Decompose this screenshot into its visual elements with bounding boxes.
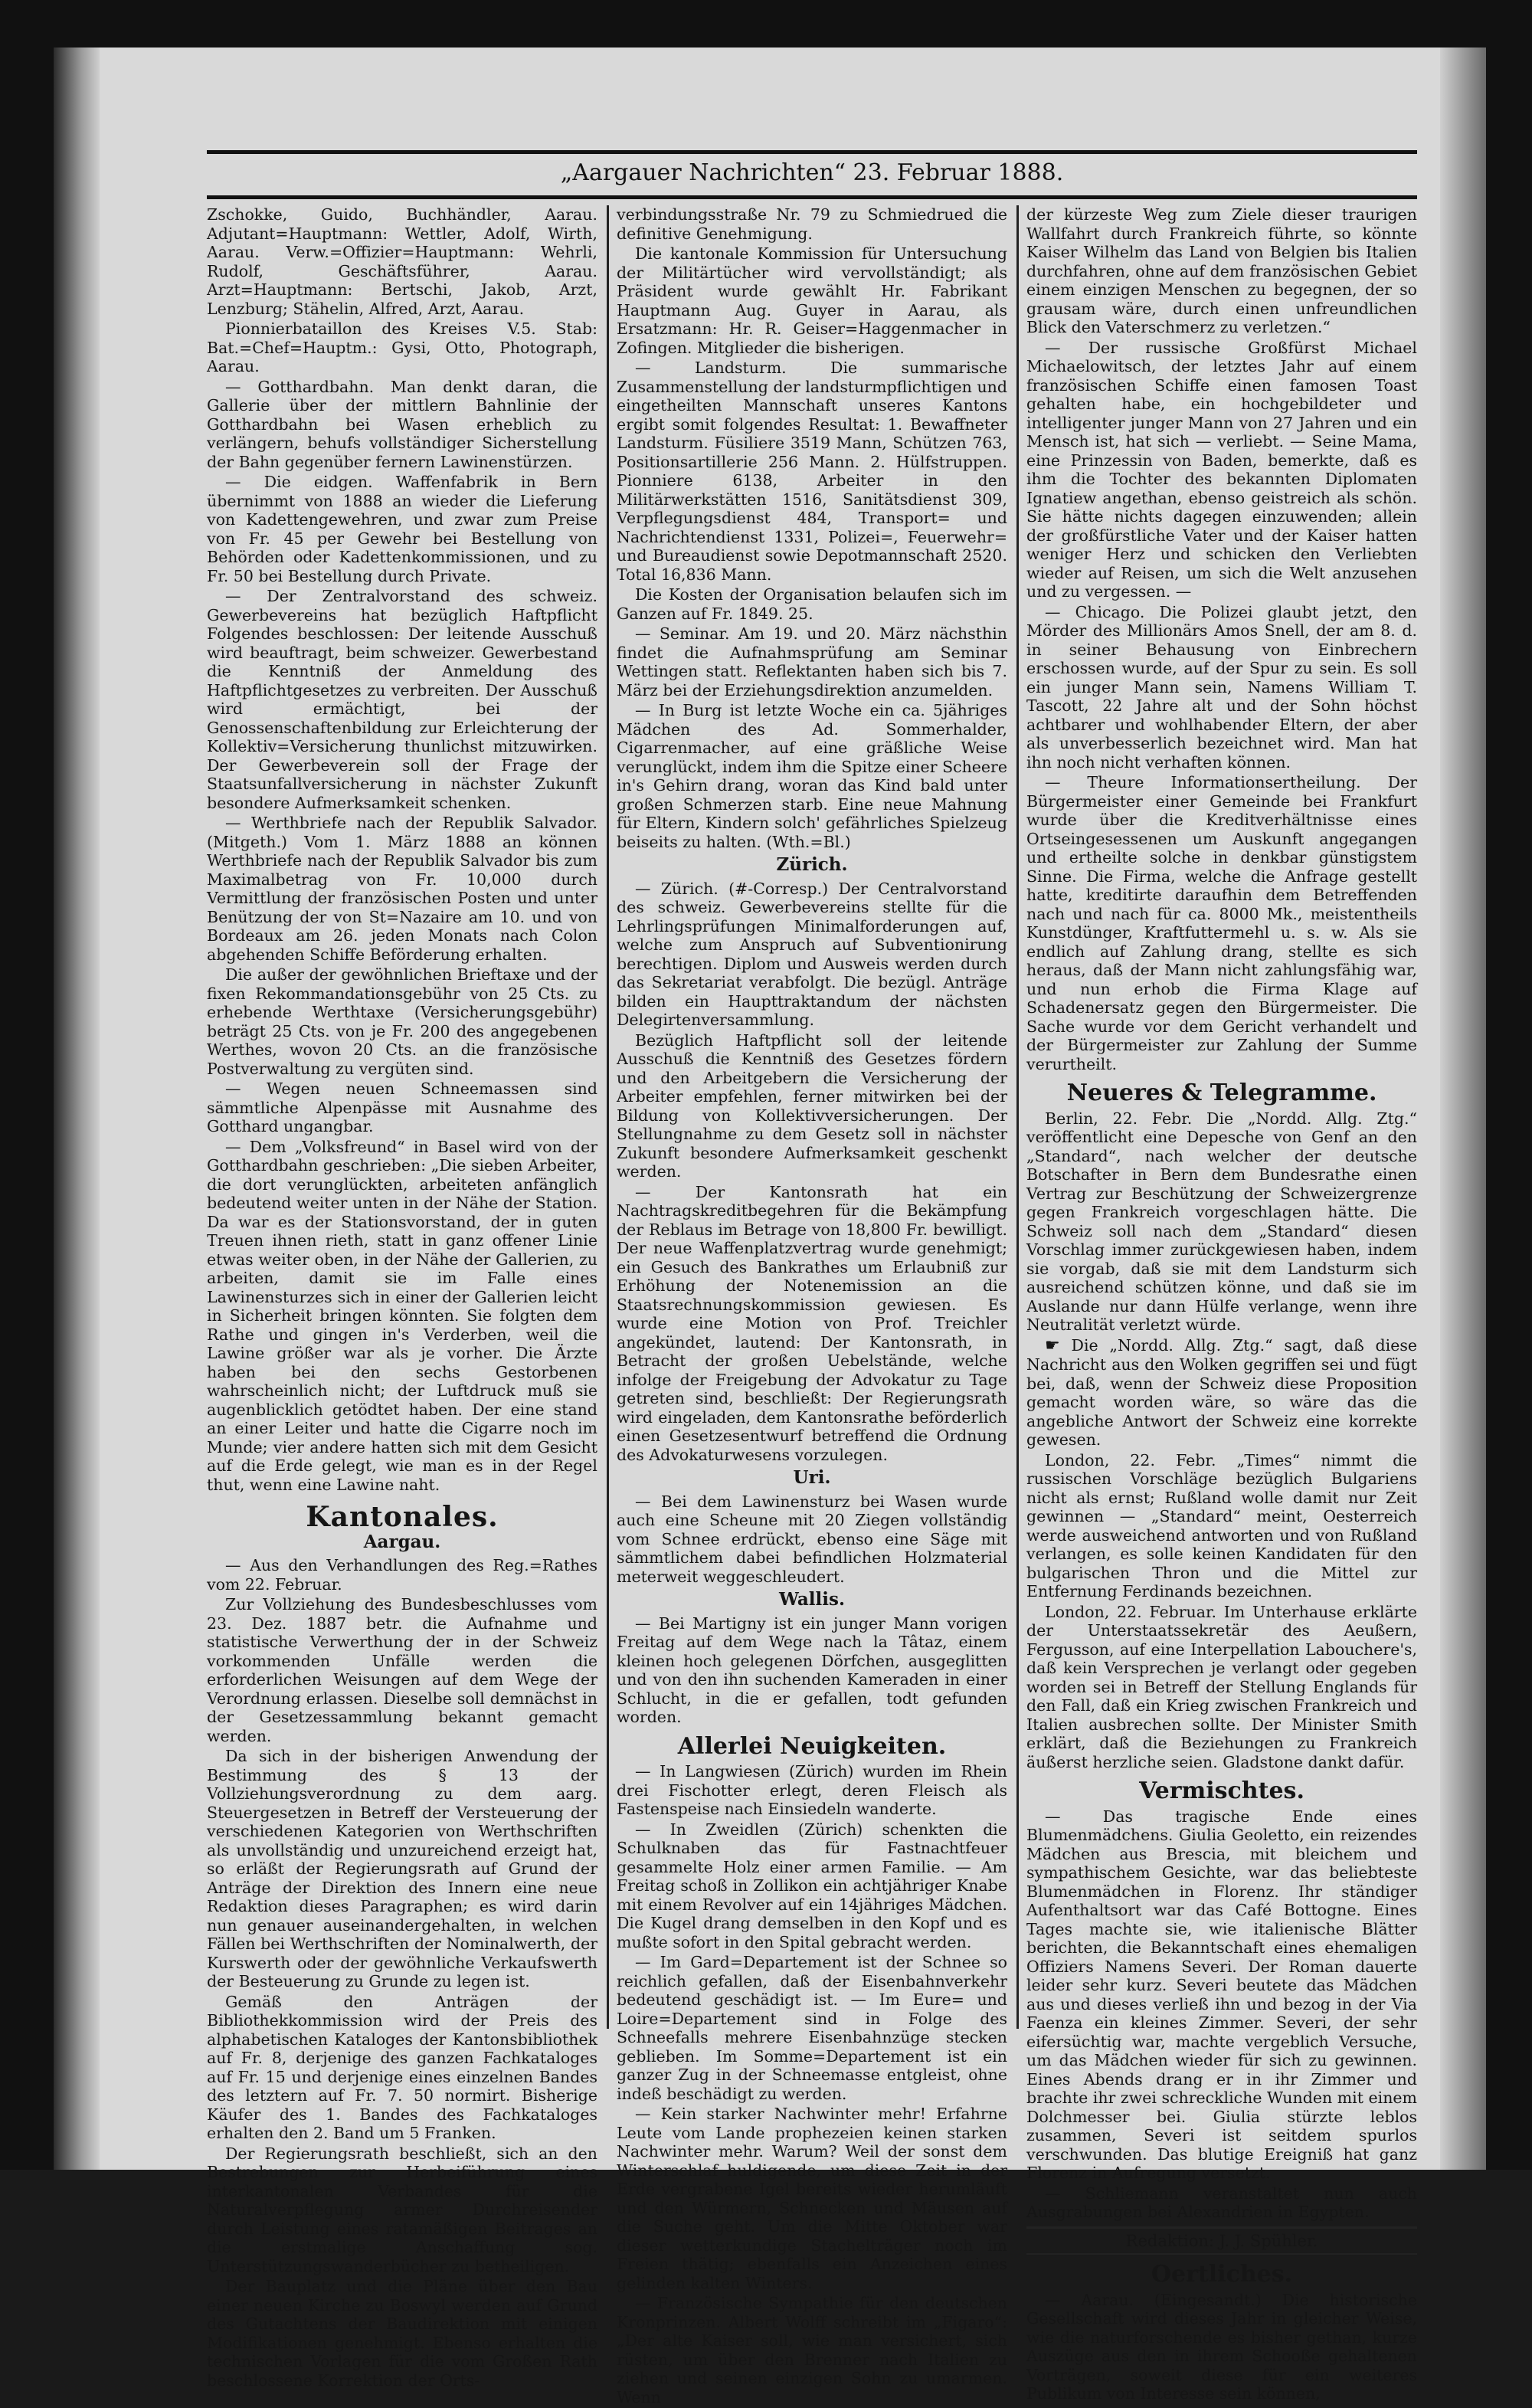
article-paragraph: — Im Gard=Departement ist der Schnee so reichlich gefallen, daß der Eisenbahnverkehr bedeutend geschädigt ist. — Im Eure= und Loire=Departement sind in Folge des Schneefalls mehrere Eisenbahnzüge stecken geblieben. Im Somme=Departement ist ein ganzer Zug in der Schneemasse entgleist, ohne indeß beschädigt zu werden. [617,1953,1007,2103]
article-paragraph: — Bei Martigny ist ein junger Mann vorigen Freitag auf dem Wege nach la Tâtaz, einem kleinen hoch gelegenen Dörfchen, ausgeglitten und von den ihn suchenden Kameraden in einer Schlucht, in die er gefallen, todt gefunden worden. [617,1614,1007,1726]
article-paragraph: — Bei dem Lawinensturz bei Wasen wurde auch eine Scheune mit 20 Ziegen vollständig vom Schnee erdrückt, ebenso eine Säge mit sämmtlichem dabei befindlichen Holzmaterial meterweit weggeschleudert. [617,1492,1007,1586]
header-bottom-rule [207,195,1417,199]
article-paragraph: — Die eidgen. Waffenfabrik in Bern übernimmt von 1888 an wieder die Lieferung von Kadettengewehren, und zwar zum Preise von Fr. 45 per Gewehr bei Bestellung von Behörden oder Kadettenkommissionen, und zu Fr. 50 bei Bestellung durch Private. [207,473,597,585]
section-heading-kantonales: Kantonales. [306,1501,499,1533]
article-paragraph: Die außer der gewöhnlichen Brieftaxe und der fixen Rekommandationsgebühr von 25 Cts. zu erhebende Werthtaxe (Versicherungsgebühr) beträgt 25 Cts. von je Fr. 200 des angegebenen Werthes, wovon 20 Cts. an die französische Postverwaltung zu vergüten sind. [207,965,597,1078]
header-title: „Aargauer Nachrichten“ 23. Februar 1888. [560,159,1064,186]
article-paragraph: Zur Vollziehung des Bundesbeschlusses vom 23. Dez. 1887 betr. die Aufnahme und statistische Verwerthung der in der Schweiz vorkommenden Unfälle werden die erforderlichen Weisungen auf dem Wege der Verordnung erlassen. Dieselbe soll demnächst in der Gesetzessammlung bekannt gemacht werden. [207,1595,597,1745]
article-paragraph: Da sich in der bisherigen Anwendung der Bestimmung des § 13 der Vollziehungsverordnung zu dem aarg. Steuergesetzen in Betreff der Versteuerung der verschiedenen Kategorien von Werthschriften als unvollständig und unzureichend erzeigt hat, so erläßt der Regierungsrath auf Grund der Anträge der Direktion des Innern eine neue Redaktion dieses Paragraphen; es wird darin nun genauer auseinandergehalten, in welchen Fällen bei Werthschriften der Nominalwerth, der Kurswerth oder der gewöhnliche Verkaufswerth der Besteuerung zu Grunde zu legen ist. [207,1747,597,1990]
article-paragraph: — Werthbriefe nach der Republik Salvador. (Mitgeth.) Vom 1. März 1888 an können Werthbriefe nach der Republik Salvador bis zum Maximalbetrag von Fr. 10,000 durch Vermittlung der französischen Posten und unter Benützung der von St=Nazaire am 10. und von Bordeaux am 26. jeden Monats nach Colon abgehenden Schiffe Beförderung erhalten. [207,814,597,964]
article-paragraph: — Das tragische Ende eines Blumenmädchens. Giulia Geoletto, ein reizendes Mädchen aus Brescia, mit bleichem und sympathischem Gesichte, war das beliebteste Blumenmädchen in Florenz. Ihr ständiger Aufenthaltsort war das Café Bottogne. Eines Tages machte sie, wie italienische Blätter berichten, die Bekanntschaft eines ehemaligen Offiziers Namens Severi. Der Roman dauerte leider sehr kurz. Severi beutete das Mädchen aus und dieses verließ ihn und bezog in der Via Faenza ein kleines Zimmer. Severi, der sehr eifersüchtig war, machte vergeblich Versuche, um das Mädchen wieder für sich zu gewinnen. Eines Abends drang er in ihr Zimmer und brachte ihr zwei schreckliche Wunden mit einem Dolchmesser bei. Giulia stürzte leblos zusammen, Severi ist seitdem spurlos verschwunden. Das blutige Ereigniß hat ganz Florenz in Aufregung versetzt. [1026,1807,1417,2182]
column-middle [617,205,1007,2408]
article-paragraph [1026,1336,1417,1450]
article-paragraph: — Dem „Volksfreund“ in Basel wird von der Gotthardbahn geschrieben: „Die sieben Arbeiter, die dort verunglückten, arbeiteten anfänglich bedeutend weiter unten in der Nähe der Station. Da war es der Stationsvorstand, der in guten Treuen ihnen rieth, statt in ganz offener Linie etwas weiter oben, in der Nähe der Gallerien, zu arbeiten, damit sie im Falle eines Lawinensturzes sich in einer der Gallerien leicht in Sicherheit bringen könnten. Sie folgten dem Rathe und gingen in's Verderben, weil die Lawine größer war als je vorher. Die Ärzte haben bei den sechs Gestorbenen wahrscheinlich nicht; der Luftdruck muß sie augenblicklich getödtet haben. Der eine stand an einer Leiter und hatte die Cigarre noch im Munde; vier andere hatten sich mit dem Gesicht auf die Erde gelegt, wie man es in der Regel thut, wenn eine Lawine naht. [207,1137,597,1494]
article-paragraph: — In Langwiesen (Zürich) wurden im Rhein drei Fischotter erlegt, deren Fleisch als Fastenspeise nach Einsiedeln wanderte. [617,1762,1007,1818]
article-paragraph: Der Bauplatz und die Pläne über den Bau einer neuen Kirche zu Boswyl werden auf Grund des Gutachtens der Baudirektion mit einigen Modifikationen genehmigt. Ebenso erhalten die technischen Vorlagen für die vom Großen Rath beschlossene Korrektion der Orts- [207,2277,597,2390]
subsection-heading-zuerich: Zürich. [776,854,848,875]
section-heading-vermischtes: Vermischtes. [1139,1777,1304,1804]
article-paragraph: Der Regierungsrath beschließt, sich an den Bestrebungen zur Herbeiführung eines interkantonalen Verbandes für die Naturalverpflegung armer Durchreisender durch Leistung eines ratamäßigen Beitrages an die erstmalige Anschaffung sog. Unterstützungswanderbücher zu betheiligen. [207,2144,597,2275]
pointing-hand-icon: ☛ [1045,1335,1060,1355]
page-spine-shadow [54,48,100,2170]
article-paragraph: — Der russische Großfürst Michael Michaelowitsch, der letztes Jahr auf einem französischen Schiffe einen famosen Toast gehalten habe, ein hochgebildeter und intelligenter junger Mann von 27 Jahren und ein Mensch ist, hat sich — verliebt. — Seine Mama, eine Prinzessin von Baden, bemerkte, daß es ihm die Tochter des bekannten Diplomaten Ignatiew angethan, ebenso geistreich als schön. Sie hätte nichts dagegen einzuwenden; allein der großfürstliche Vater und der Kaiser hatten weniger Herz und schicken den Verliebten wieder auf Reisen, um sich die Welt anzusehen und zu vergessen. — [1026,338,1417,601]
article-paragraph: der kürzeste Weg zum Ziele dieser traurigen Wallfahrt durch Frankreich führte, so könnte Kaiser Wilhelm das Land von Belgien bis Italien durchfahren, ohne auf dem französischen Gebiet einem einzigen Menschen zu begegnen, der so grausam wäre, durch einen unfreundlichen Blick den Vaterschmerz zu verletzen.“ [1026,205,1417,336]
section-heading-neueres: Neueres & Telegramme. [1066,1080,1377,1106]
article-paragraph: Gemäß den Anträgen der Bibliothekkommission wird der Preis des alphabetischen Kataloges der Kantonsbibliothek auf Fr. 8, derjenige des ganzen Fachkataloges auf Fr. 15 und derjenige eines einzelnen Bandes des letztern auf Fr. 7. 50 normirt. Bisherige Käufer des 1. Bandes des Fachkataloges erhalten den 2. Band um 5 Franken. [207,1992,597,2142]
article-paragraph: — Chicago. Die Polizei glaubt jetzt, den Mörder des Millionärs Amos Snell, der am 8. d. in seiner Behausung von Einbrechern erschossen wurde, auf der Spur zu sein. Es soll ein junger Mann sein, Namens William T. Tascott, 22 Jahre alt und der Sohn höchst achtbarer und wohlhabender Eltern, der aber als unverbesserlich bezeichnet wird. Man hat ihn noch nicht verhaften können. [1026,602,1417,772]
column-right [1026,205,1417,2405]
article-paragraph: — Französische Sympathie für den deutschen Kronprinzen. Albert Wolff schreibt im „Figaro“: „Der alte Kaiser soll, wie man versichert, sich rüsten, um über den Brenner nach Italien zu ziehen und seinen einzigen Sohn zu umarmen. Wenn [617,2294,1007,2406]
article-paragraph: Pionnierbataillon des Kreises V.5. Stab: Bat.=Chef=Hauptm.: Gysi, Otto, Photograph, Aarau. [207,319,597,375]
article-paragraph: — Zürich. (#-Corresp.) Der Centralvorstand des schweiz. Gewerbevereins stellte für die Lehrlingsprüfungen Minimalforderungen auf, welche zum Anspruch auf Subventionirung berechtigen. Diplom und Ausweis werden durch das Sekretariat verabfolgt. Die bezügl. Anträge bilden ein Haupttraktandum der nächsten Delegirtenversammlung. [617,879,1007,1029]
editor-credit: Redaktion: J. J. Spühler. [1026,2226,1417,2256]
page-header [207,150,1417,199]
article-paragraph: Die Kosten der Organisation belaufen sich im Ganzen auf Fr. 1849. 25. [617,585,1007,623]
subsection-heading-aargau: Aargau. [363,1531,441,1552]
article-paragraph: — Der Zentralvorstand des schweiz. Gewerbevereins hat bezüglich Haftpflicht Folgendes beschlossen: Der leitende Ausschuß wird beauftragt, beim schweizer. Gewerbestand die Kenntniß der Anmeldung des Haftpflichtgesetzes zu verbreiten. Der Ausschuß wird ermächtigt, bei der Genossenschaftenbildung zur Erleichterung der Kollektiv=Versicherung thunlichst mitzuwirken. Der Gewerbeverein soll der Frage der Staatsunfallversicherung in nächster Zukunft besondere Aufmerksamkeit schenken. [207,587,597,812]
article-paragraph: — Schliemann veranstaltet nun auch Ausgrabungen bei Alexandrien in Egypten. [1026,2184,1417,2221]
article-paragraph: Zschokke, Guido, Buchhändler, Aarau. Adjutant=Hauptmann: Wettler, Adolf, Wirth, Aarau. Verw.=Offizier=Hauptmann: Wehrli, Rudolf, Geschäftsführer, Aarau. Arzt=Hauptmann: Bertschi, Jakob, Arzt, Lenzburg; Stähelin, Alfred, Arzt, Aarau. [207,205,597,318]
section-heading-allerlei: Allerlei Neuigkeiten. [677,1732,947,1760]
article-paragraph: — Seminar. Am 19. und 20. März nächsthin findet die Aufnahmsprüfung am Seminar Wettingen statt. Reflektanten haben sich bis 7. März bei der Erziehungsdirektion anzumelden. [617,624,1007,699]
subsection-heading-uri: Uri. [793,1467,831,1488]
header-top-rule [207,150,1417,154]
article-paragraph: — Aus den Verhandlungen des Reg.=Rathes vom 22. Februar. [207,1556,597,1594]
article-paragraph: London, 22. Febr. „Times“ nimmt die russischen Vorschläge bezüglich Bulgariens nicht als ernst; Rußland wolle damit nur Zeit gewinnen — „Standard“ meint, Oesterreich werde ausweichend antworten und von Rußland verlangen, es solle keinen Kandidaten für den bulgarischen Thron und die Mittel zur Entfernung Ferdinands bezeichnen. [1026,1450,1417,1600]
article-paragraph: — Theure Informationsertheilung. Der Bürgermeister einer Gemeinde bei Frankfurt wurde über die Kreditverhältnisse eines Ortseingesessenen um Auskunft angegangen und ertheilte solche in denkbar günstigstem Sinne. Die Firma, welche die Anfrage gestellt hatte, kreditirte daraufhin dem Betreffenden nach und nach für ca. 8000 Mk., meistentheils Kunstdünger, Kraftfuttermehl u. s. w. Als sie endlich auf Zahlung drang, stellte es sich heraus, daß der Mann nicht zahlungsfähig war, und nun erhob die Firma Klage auf Schadenersatz gegen den Bürgermeister. Die Sache wurde vor dem Gericht verhandelt und der Bürgermeister zur Zahlung der Summe verurtheilt. [1026,773,1417,1073]
article-paragraph: — Der Kantonsrath hat ein Nachtragskreditbegehren für die Bekämpfung der Reblaus im Betrage von 18,800 Fr. bewilligt. Der neue Waffenplatzvertrag wurde genehmigt; ein Gesuch des Bankrathes um Erlaubniß zur Erhöhung der Notenemission an die Staatsrechnungskommission gewiesen. Es wurde eine Motion von Prof. Treichler angekündet, lautend: Der Kantonsrath, in Betracht der großen Uebelstände, welche infolge der Freigebung der Advokatur zu Tage getreten sind, beschließt: Der Regierungsrath wird eingeladen, dem Kantonsrathe beförderlich einen Gesetzesentwurf betreffend die Ordnung des Advokaturwesens vorzulegen. [617,1182,1007,1464]
article-paragraph: London, 22. Februar. Im Unterhause erklärte der Unterstaatssekretär des Aeußern, Fergusson, auf eine Interpellation Labouchere's, daß kein Versprechen je verlangt oder gegeben worden sei in Betreff der Stellung Englands für den Fall, daß ein Krieg zwischen Frankreich und Italien ausbrechen sollte. Der Minister Smith erklärt, daß die Beziehungen zu Frankreich äußerst herzliche seien. Gladstone dankt dafür. [1026,1602,1417,1771]
article-text: Die „Nordd. Allg. Ztg.“ sagt, daß diese Nachricht aus den Wolken gegriffen sei und fügt bei, daß, wenn der Schweiz diese Proposition gemacht worden wäre, so wäre das die angebliche Antwort der Schweiz eine korrekte gewesen. [1026,1335,1417,1449]
column-divider-2 [1016,205,1019,2029]
column-left [207,205,597,2391]
article-paragraph: — Gotthardbahn. Man denkt daran, die Gallerie über der mittlern Bahnlinie der Gotthardbahn bei Wasen erheblich zu verlängern, behufs vollständiger Sicherstellung der Bahn gegenüber fernern Lawinenstürzen. [207,377,597,471]
article-paragraph: Die kantonale Kommission für Untersuchung der Militärtücher wird vervollständigt; als Präsident wurde gewählt Hr. Fabrikant Hauptmann Aug. Guyer in Aarau, als Ersatzmann: Hr. R. Geiser=Haggenmacher in Zofingen. Mitglieder die bisherigen. [617,244,1007,357]
section-heading-oertliches: Oertliches. [1151,2261,1293,2288]
article-paragraph: Bezüglich Haftpflicht soll der leitende Ausschuß die Kenntniß des Gesetzes fördern und den Arbeitgebern die Versicherung der Arbeiter empfehlen, ferner mitwirken bei der Bildung von Kollektivversicherungen. Der Stellungnahme zu dem Gesetz soll in nächster Zukunft besondere Aufmerksamkeit geschenkt werden. [617,1030,1007,1181]
article-paragraph: — In Zweidlen (Zürich) schenkten die Schulknaben das für Fastnachtfeuer gesammelte Holz einer armen Familie. — Am Freitag schoß in Zollikon ein achtjähriger Knabe mit einem Revolver auf ein 14jähriges Mädchen. Die Kugel drang demselben in den Kopf und es mußte sofort in den Spital gebracht werden. [617,1820,1007,1951]
article-paragraph: — In Burg ist letzte Woche ein ca. 5jähriges Mädchen des Ad. Sommerhalder, Cigarrenmacher, auf eine gräßliche Weise verunglückt, indem ihm die Spitze einer Scheere in's Gehirn drang, woran das Kind bald unter großen Schmerzen starb. Eine neue Mahnung für Eltern, Kindern solch' gefährliches Spielzeug beiseits zu halten. (Wth.=Bl.) [617,701,1007,851]
article-paragraph: — Kein starker Nachwinter mehr! Erfahrne Leute vom Lande prophezeien keinen starken Nachwinter mehr. Warum? Weil der sonst dem Winterschlaf huldigende, um diese Zeit in der Erde vergrabene Igel bereits wieder herumläuft und den Würmern, Schnecken und Mäusen auf die Suche geht. Um die Mitte Oktober war dieser wetterkundige Stachelträger noch im Freien thätig; ebenfalls ein Anzeichen eines gelinden kalten Winters. [617,2105,1007,2292]
article-paragraph: — Landsturm. Die summarische Zusammenstellung der landsturmpflichtigen und eingetheilten Mannschaft unseres Kantons ergibt somit folgendes Resultat: 1. Bewaffneter Landsturm. Füsiliere 3519 Mann, Schützen 763, Positionsartillerie 256 Mann. 2. Hülfstruppen. Pionniere 6138, Arbeiter in den Militärwerkstätten 1516, Sanitätsdienst 309, Verpflegungsdienst 484, Transport= und Nachrichtendienst 1331, Polizei=, Feuerwehr= und Bureaudienst sowie Depotmannschaft 2520. Total 16,836 Mann. [617,359,1007,584]
article-paragraph: verbindungsstraße Nr. 79 zu Schmiedrued die definitive Genehmigung. [617,205,1007,243]
article-paragraph: — Wegen neuen Schneemassen sind sämmtliche Alpenpässe mit Ausnahme des Gotthard ungangbar. [207,1080,597,1135]
article-paragraph: — Aarau. (Eingesandt.) Die historische Gesellschaft wird dieses Jahr in gleicher Weise, wie die naturforschende es bisher gethan, kurze Auszüge aus den in ihrem Schooße gehaltenen Vorträgen, soweit diese für ein weiteres Publikum von Interesse sein können, [1026,2290,1417,2403]
subsection-heading-wallis: Wallis. [779,1589,845,1610]
column-divider-1 [607,205,609,2029]
page-right-edge [1440,48,1486,2170]
article-paragraph: Berlin, 22. Febr. Die „Nordd. Allg. Ztg.“ veröffentlicht eine Depesche von Genf an den „Standard“, nach welcher der deutsche Botschafter in Bern dem Bundesrathe einen Vertrag zur Beschützung der Schweizergrenze gegen Frankreich vorgeschlagen hätte. Die Schweiz soll nach dem „Standard“ diesen Vorschlag immer zurückgewiesen haben, indem sie vorgab, daß sie mit dem Landsturm sich ausreichend schützen könne, und daß sie im Auslande nur dann Hülfe verlange, wenn ihre Neutralität verletzt würde. [1026,1109,1417,1334]
